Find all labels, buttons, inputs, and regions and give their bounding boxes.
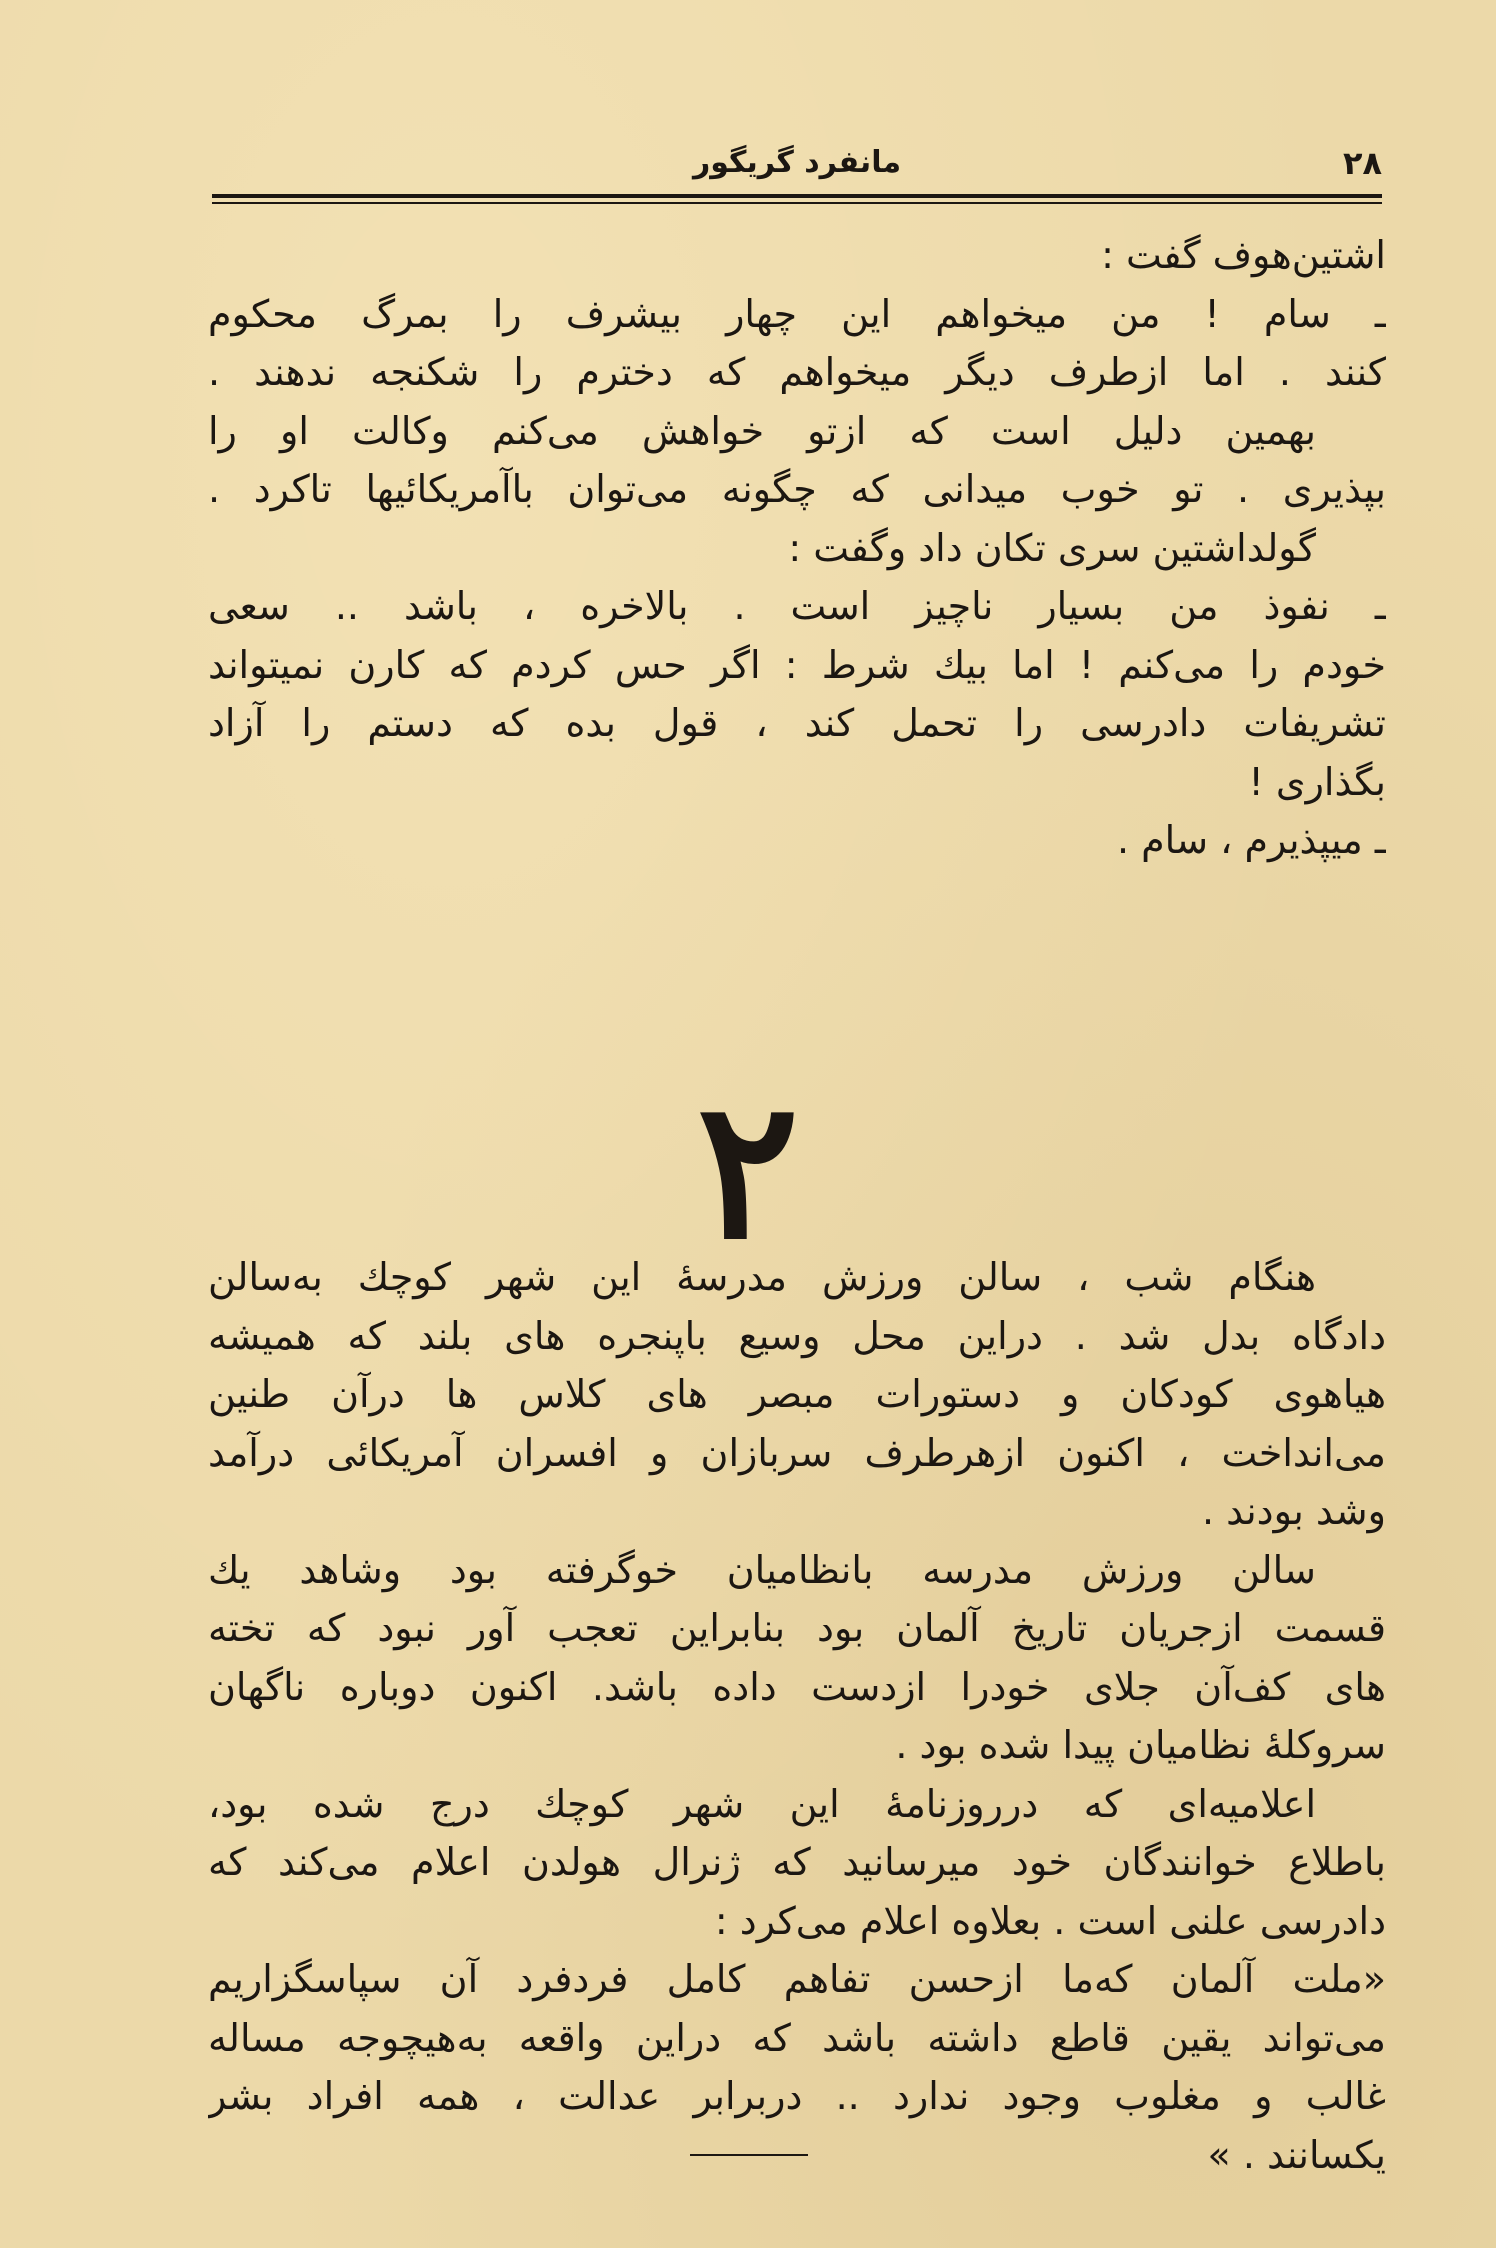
text-line: وشد بودند . <box>1201 1489 1386 1533</box>
chapter-number: ۲ <box>696 1058 800 1281</box>
text-line: «ملت آلمان که‌ما ازحسن تفاهم کامل فردفرد آن سپاسگزاریم <box>208 1957 1386 2001</box>
text-line: سالن ورزش مدرسه بانظامیان خوگرفته بود وشاهد یك <box>208 1547 1316 1592</box>
text-line: گولداشتین سری تکان داد وگفت : <box>788 525 1316 570</box>
text-line: بپذیری . تو خوب میدانی که چگونه می‌توان باآمریکائیها تاکرد . <box>208 467 1386 511</box>
text-line: ـ سام ! من میخواهم این چهار بیشرف را بمرگ محکوم <box>208 291 1386 336</box>
page-header <box>212 140 1382 186</box>
text-line: بهمین دلیل است که ازتو خواهش می‌کنم وکالت او را <box>208 408 1316 453</box>
text-line: های کف‌آن جلای خودرا ازدست داده باشد. اکنون دوباره ناگهان <box>208 1664 1386 1709</box>
text-line: قسمت ازجریان تاریخ آلمان بود بنابراین تعجب آور نبود که تخته <box>208 1606 1386 1650</box>
text-line: خودم را می‌کنم ! اما بیك شرط : اگر حس کردم که کارن نمیتواند <box>208 642 1386 687</box>
text-line: ـ نفوذ من بسیار ناچیز است . بالاخره ، باشد .. سعی <box>208 584 1386 628</box>
text-line: سروکلهٔ نظامیان پیدا شده بود . <box>895 1723 1386 1767</box>
footer-rule <box>690 2154 808 2156</box>
text-line: دادرسی علنی است . بعلاوه اعلام می‌کرد : <box>714 1898 1386 1943</box>
text-line: باطلاع خوانندگان خود میرسانید که ژنرال هولدن اعلام می‌کند که <box>208 1840 1386 1884</box>
text-line: یکسانند . » <box>1207 2132 1386 2177</box>
text-line: تشریفات دادرسی را تحمل کند ، قول بده که دستم را آزاد <box>208 701 1386 745</box>
text-line: بگذاری ! <box>1248 759 1386 804</box>
header-rule <box>212 194 1382 204</box>
running-title: مانفرد گریگور <box>692 145 902 180</box>
text-line: اعلامیه‌ای که درروزنامهٔ این شهر کوچك درج شده بود، <box>208 1781 1316 1826</box>
text-line: غالب و مغلوب وجود ندارد .. دربرابر عدالت ، همه افراد بشر <box>208 2074 1386 2118</box>
text-line: می‌تواند یقین قاطع داشته باشد که دراین واقعه به‌هیچوجه مساله <box>208 2015 1386 2060</box>
text-line: می‌انداخت ، اکنون ازهرطرف سربازان و افسران آمریکائی درآمد <box>208 1430 1386 1475</box>
text-line: هنگام شب ، سالن ورزش مدرسهٔ این شهر کوچك به‌سالن <box>208 1255 1316 1299</box>
bottom-text-block <box>208 1248 1386 2184</box>
text-line: ـ میپذیرم ، سام . <box>1116 818 1386 862</box>
text-line: اشتین‌هوف گفت : <box>1101 233 1386 277</box>
text-line: کنند . اما ازطرف دیگر میخواهم که دخترم را شکنجه ندهند . <box>208 350 1386 394</box>
top-text-block <box>208 226 1386 870</box>
page-number: ۲۸ <box>1342 144 1382 182</box>
text-line: هیاهوی کودکان و دستورات مبصر های کلاس ها درآن طنین <box>208 1372 1386 1416</box>
text-line: دادگاه بدل شد . دراین محل وسیع باپنجره های بلند که همیشه <box>208 1313 1386 1358</box>
